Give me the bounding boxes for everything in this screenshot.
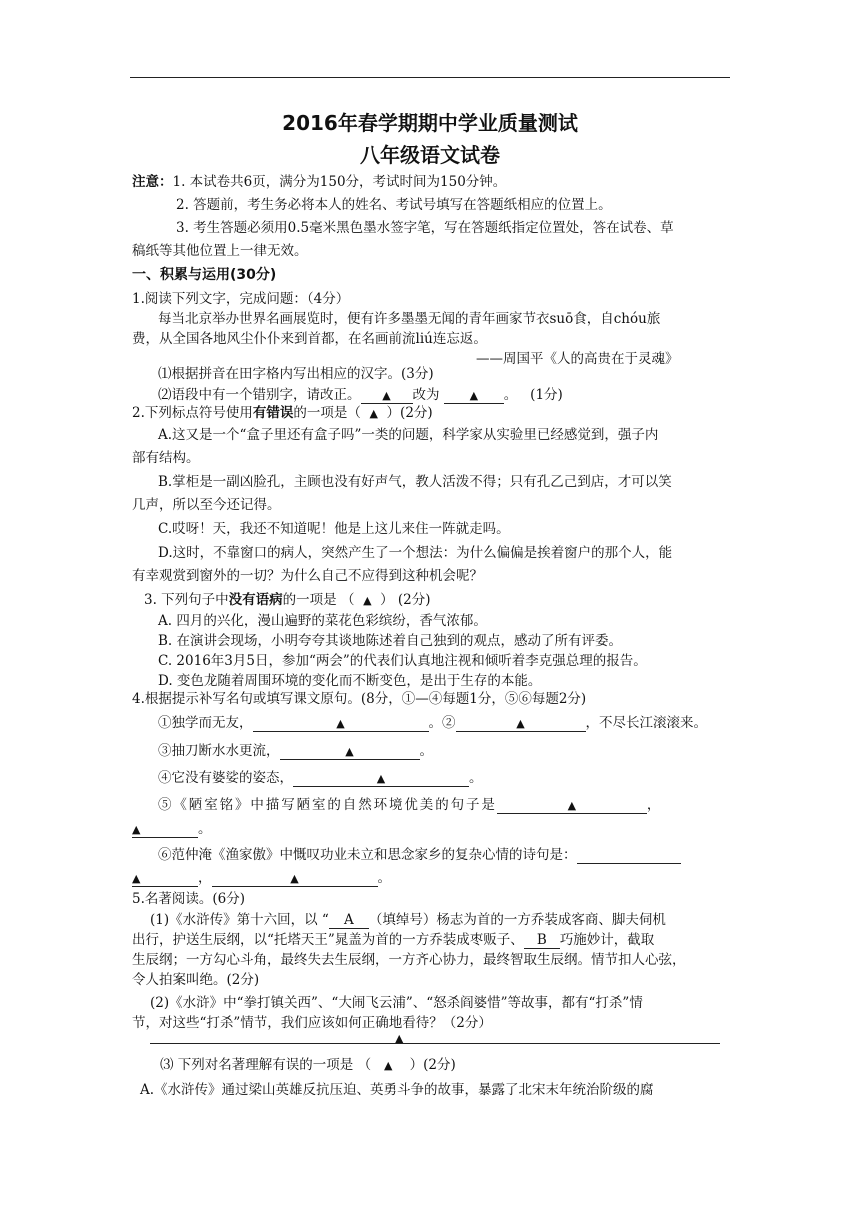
q5-stem: 5.名著阅读。(6分) xyxy=(132,891,246,907)
q2-option-c: C.哎呀！天，我还不知道呢！他是上这儿来住一阵就走吗。 xyxy=(158,521,510,537)
answer-blank xyxy=(577,848,681,864)
q4-line-3: ④它没有婆娑的姿态， ▲ 。 xyxy=(158,770,483,786)
notice-label: 注意： xyxy=(132,174,173,190)
q5-part-3: ⑶ 下列对名著理解有误的一项是 （ ▲ ）(2分) xyxy=(160,1057,456,1073)
q5-part-1: 出行，护送生辰纲，以“托塔天王”晁盖为首的一方乔装成枣贩子、 B 巧施妙计，截取 xyxy=(132,932,655,948)
q4-line-2: ③抽刀断水水更流， ▲ 。 xyxy=(158,743,433,759)
q4-line-5: ▲ 。 xyxy=(132,821,212,837)
q2-option-b: B.掌柜是一副凶脸孔，主顾也没有好声气，教人活泼不得；只有孔乙己到店，才可以笑 xyxy=(158,474,672,490)
q3-option-b: B. 在演讲会现场，小明夸夸其谈地陈述着自己独到的观点，感动了所有评委。 xyxy=(158,633,623,649)
answer-blank: ▲ xyxy=(361,388,413,404)
q1-passage: 费，从全国各地风尘仆仆来到首都，在名画前流liú连忘返。 xyxy=(132,331,487,347)
notice-item: 2. 答题前，考生务必将本人的姓名、考试号填写在答题纸相应的位置上。 xyxy=(176,197,612,213)
notice-item: 稿纸等其他位置上一律无效。 xyxy=(132,243,308,259)
answer-mark: ▲ xyxy=(383,1059,393,1072)
exam-subtitle: 八年级语文试卷 xyxy=(360,143,500,167)
q1-sub1: ⑴根据拼音在田字格内写出相应的汉字。(3分) xyxy=(158,366,434,382)
q5-option-a: A.《水浒传》通过梁山英雄反抗压迫、英勇斗争的故事，暴露了北宋末年统治阶级的腐 xyxy=(140,1082,654,1098)
q5-part-1: (1)《水浒传》第十六回，以 “ A （填绰号）杨志为首的一方乔装成客商、脚夫伺机 xyxy=(150,912,666,928)
q2-option-a: A.这又是一个“盒子里还有盒子吗”一类的问题，科学家从实验里已经感觉到，强子内 xyxy=(158,427,659,443)
answer-blank: ▲ xyxy=(280,744,420,760)
notice-item: 1. 本试卷共6页，满分为150分，考试时间为150分钟。 xyxy=(172,174,507,190)
answer-blank: ▲ xyxy=(293,771,469,787)
exam-title: 2016年春学期期中学业质量测试 xyxy=(282,111,578,135)
answer-blank: ▲ xyxy=(132,822,198,838)
answer-mark: ▲ xyxy=(395,1032,404,1045)
q5-part-1: 生辰纲；一方勾心斗角，最终失去生辰纲，一方齐心协力，最终智取生辰纲。情节扣人心弦， xyxy=(132,952,686,968)
q1-source: ——周国平《人的高贵在于灵魂》 xyxy=(476,351,679,367)
answer-blank: ▲ xyxy=(212,871,378,887)
answer-blank: ▲ xyxy=(132,871,198,887)
answer-blank: A xyxy=(329,913,369,929)
answer-mark: ▲ xyxy=(369,407,378,420)
answer-blank: ▲ xyxy=(253,716,429,732)
notice-item: 3. 考生答题必须用0.5毫米黑色墨水签字笔，写在答题纸指定位置处，答在试卷、草 xyxy=(176,220,674,236)
q4-line-7: ▲ ， ▲ 。 xyxy=(132,870,391,886)
answer-line xyxy=(150,1043,720,1044)
q4-line-4: ⑤《陋室铭》中描写陋室的自然环境优美的句子是 ▲ ， xyxy=(158,797,663,813)
answer-blank: B xyxy=(524,933,560,949)
q4-line-6: ⑥范仲淹《渔家傲》中慨叹功业未立和思念家乡的复杂心情的诗句是： xyxy=(158,846,681,864)
notice-line-1 xyxy=(132,173,506,191)
q1-passage: 每当北京举办世界名画展览时，便有许多墨墨无闻的青年画家节衣suō食，自chóu旅 xyxy=(158,311,661,327)
q3-stem: 3. 下列句子中没有语病的一项是 （ ▲ ） (2分) xyxy=(144,592,431,608)
q3-option-a: A. 四月的兴化，漫山遍野的菜花色彩缤纷，香气浓郁。 xyxy=(158,613,487,629)
q5-part-2: (2)《水浒》中“拳打镇关西”、“大闹飞云浦”、“怒杀阎婆惜”等故事，都有“打杀”情 xyxy=(150,995,643,1011)
section-heading: 一、积累与运用(30分) xyxy=(132,267,277,283)
q4-stem: 4.根据提示补写名句或填写课文原句。(8分，①—④每题1分，⑤⑥每题2分) xyxy=(132,691,587,707)
q5-part-2: 节，对这些“打杀”情节，我们应该如何正确地看待？（2分） xyxy=(132,1015,492,1031)
q5-part-1: 令人拍案叫绝。(2分) xyxy=(132,972,260,988)
answer-blank: ▲ xyxy=(497,798,647,814)
header-rule xyxy=(130,77,730,78)
answer-mark: ▲ xyxy=(363,594,372,607)
q3-option-c: C. 2016年3月5日，参加“两会”的代表们认真地注视和倾听着李克强总理的报告。 xyxy=(158,653,647,669)
answer-blank: ▲ xyxy=(456,716,586,732)
q2-option-b: 几声，所以至今还记得。 xyxy=(132,497,281,513)
q1-stem: 1.阅读下列文字，完成问题：（4分） xyxy=(132,291,350,307)
q2-option-d: 有幸观赏到窗外的一切？为什么自己不应得到这种机会呢？ xyxy=(132,568,483,584)
q2-option-d: D.这时，不靠窗口的病人，突然产生了一个想法：为什么偏偏是挨着窗户的那个人，能 xyxy=(158,545,673,561)
q4-line-1: ①独学而无友， ▲ 。② ▲ ，不尽长江滚滚来。 xyxy=(158,715,707,731)
q2-stem: 2.下列标点符号使用有错误的一项是（ ▲ ）(2分) xyxy=(132,405,433,421)
q1-sub2: ⑵语段中有一个错别字，请改正。 ▲ 改为 ▲ 。 (1分) xyxy=(158,387,563,403)
q3-option-d: D. 变色龙随着周围环境的变化而不断变色，是出于生存的本能。 xyxy=(158,673,542,689)
answer-blank: ▲ xyxy=(444,388,504,404)
q2-option-a: 部有结构。 xyxy=(132,450,200,466)
